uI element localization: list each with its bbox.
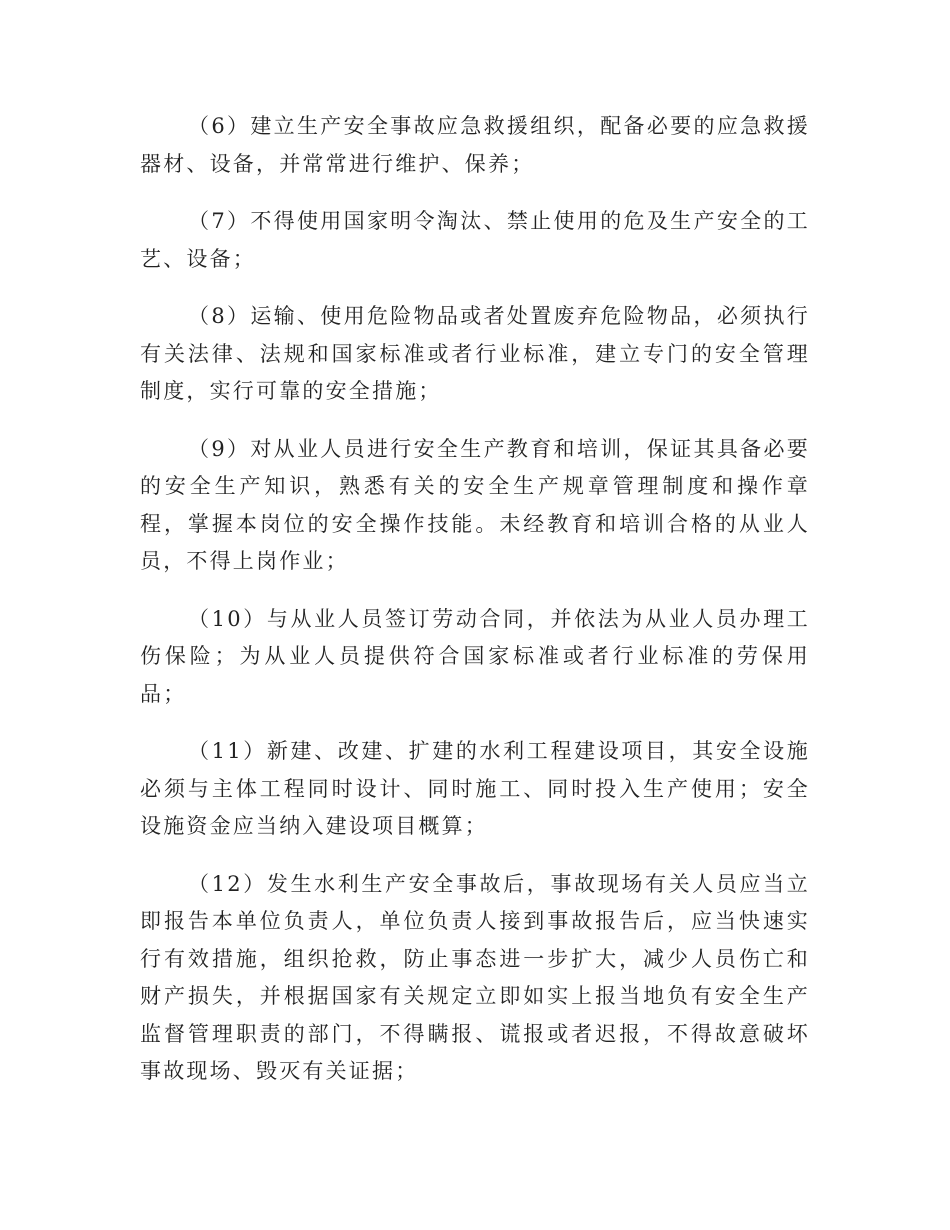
paragraph-item-12: （12）发生水利生产安全事故后，事故现场有关人员应当立即报告本单位负责人，单位负责人接到事故报告后，应当快速实行有效措施，组织抢救，防止事态进一步扩大，减少人员伤亡和财产损失，并根据国家有关规定立即如实上报当地负有安全生产监督管理职责的部门，不得瞒报、谎报或者迟报，不得故意破坏事故现场、毁灭有关证据； <box>140 871 810 1083</box>
paragraph-item-11: （11）新建、改建、扩建的水利工程建设项目，其安全设施必须与主体工程同时设计、同时施工、同时投入生产使用；安全设施资金应当纳入建设项目概算； <box>140 739 810 838</box>
paragraph-item-10: （10）与从业人员签订劳动合同，并依法为从业人员办理工伤保险；为从业人员提供符合国家标准或者行业标准的劳保用品； <box>140 606 810 706</box>
paragraph-item-7: （7）不得使用国家明令淘汰、禁止使用的危及生产安全的工艺、设备； <box>140 209 810 271</box>
document-body <box>140 108 810 1111</box>
paragraph-item-6: （6）建立生产安全事故应急救援组织，配备必要的应急救援器材、设备，并常常进行维护、保养； <box>140 114 810 176</box>
paragraph-item-9: （9）对从业人员进行安全生产教育和培训，保证其具备必要的安全生产知识，熟悉有关的安全生产规章管理制度和操作章程，掌握本岗位的安全操作技能。未经教育和培训合格的从业人员，不得上岗作业； <box>140 436 810 573</box>
paragraph-item-8: （8）运输、使用危险物品或者处置废弃危险物品，必须执行有关法律、法规和国家标准或者行业标准，建立专门的安全管理制度，实行可靠的安全措施； <box>140 304 810 403</box>
